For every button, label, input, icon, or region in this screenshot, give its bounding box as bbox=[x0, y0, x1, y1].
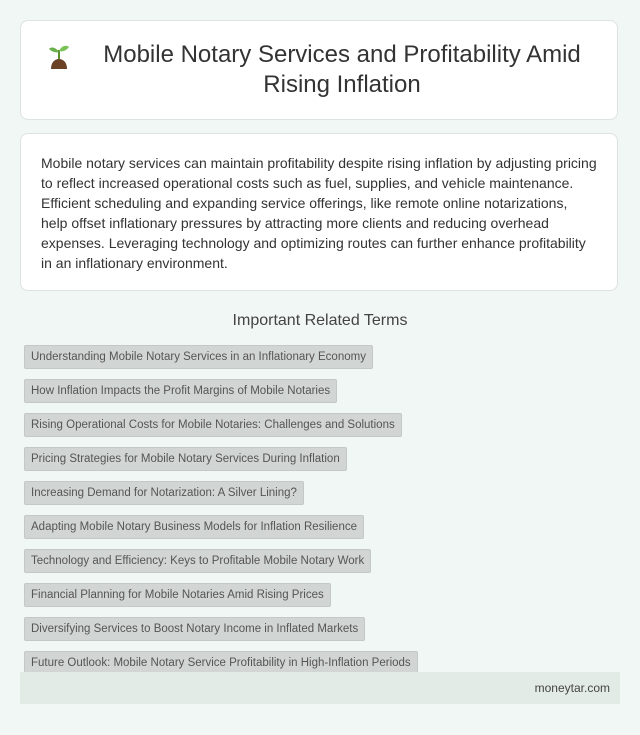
related-term-link[interactable]: Increasing Demand for Notarization: A Silver Lining? bbox=[24, 481, 304, 505]
related-term-link[interactable]: Financial Planning for Mobile Notaries Amid Rising Prices bbox=[24, 583, 331, 607]
related-term-link[interactable]: Pricing Strategies for Mobile Notary Services During Inflation bbox=[24, 447, 347, 471]
seedling-icon bbox=[47, 42, 71, 72]
page-title: Mobile Notary Services and Profitability Amid Rising Inflation bbox=[103, 41, 581, 98]
footer-site-name: moneytar.com bbox=[534, 681, 610, 695]
summary-text: Mobile notary services can maintain profitability despite rising inflation by adjusting pricing to reflect increased operational costs such as fuel, supplies, and vehicle maintenance. Efficient scheduling and expanding service offerings, like remote online notarizations, help offset inflationary pressures by attracting more clients and reducing overhead expenses. Leveraging technology and optimizing routes can further enhance profitability in an inflationary environment. bbox=[41, 155, 597, 271]
related-term-link[interactable]: Future Outlook: Mobile Notary Service Profitability in High-Inflation Periods bbox=[24, 651, 418, 675]
related-term-link[interactable]: Diversifying Services to Boost Notary Income in Inflated Markets bbox=[24, 617, 365, 641]
related-terms-list bbox=[24, 345, 620, 685]
title-card bbox=[20, 20, 618, 120]
related-term-link[interactable]: Understanding Mobile Notary Services in an Inflationary Economy bbox=[24, 345, 373, 369]
summary-card bbox=[20, 133, 618, 291]
title-row bbox=[21, 40, 617, 100]
related-terms-heading: Important Related Terms bbox=[232, 312, 408, 329]
footer-bar bbox=[20, 672, 620, 704]
related-term-link[interactable]: Adapting Mobile Notary Business Models for Inflation Resilience bbox=[24, 515, 364, 539]
related-term-link[interactable]: How Inflation Impacts the Profit Margins of Mobile Notaries bbox=[24, 379, 337, 403]
related-term-link[interactable]: Rising Operational Costs for Mobile Notaries: Challenges and Solutions bbox=[24, 413, 402, 437]
related-term-link[interactable]: Technology and Efficiency: Keys to Profitable Mobile Notary Work bbox=[24, 549, 371, 573]
